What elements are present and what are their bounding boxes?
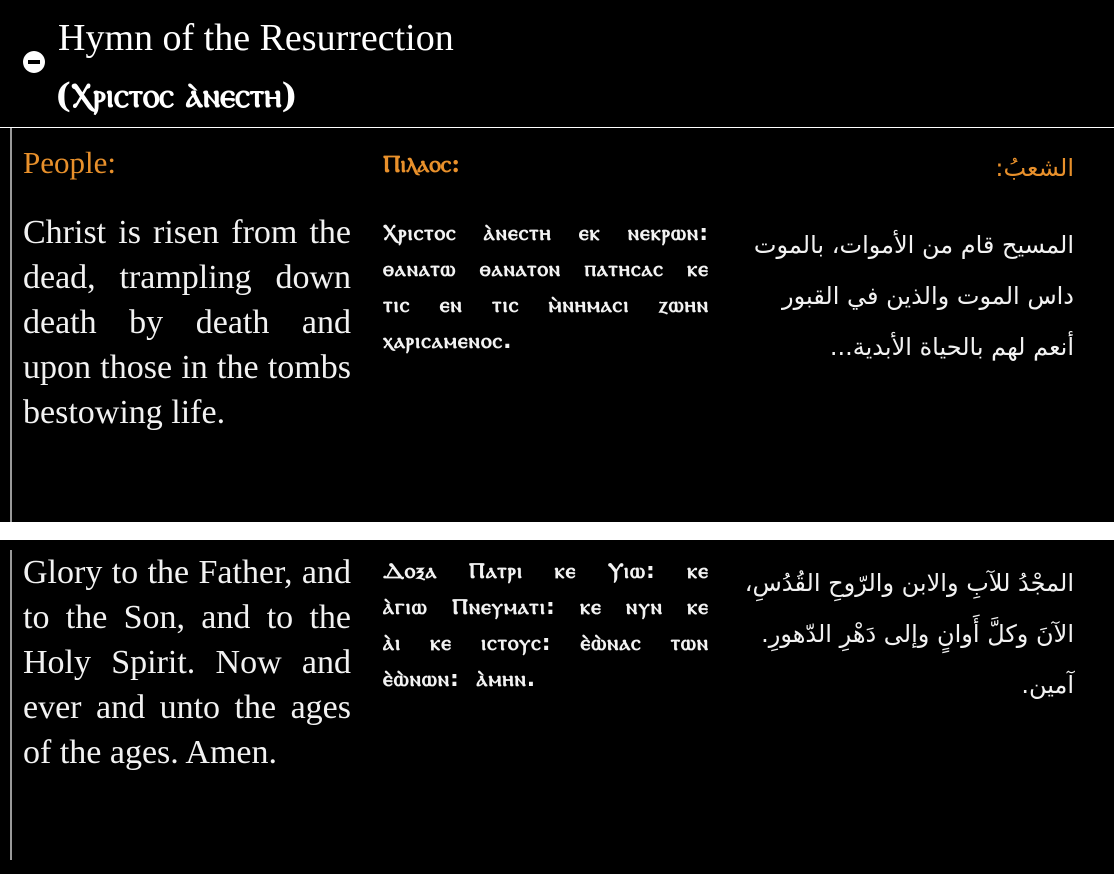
verse-block	[0, 540, 1114, 874]
verse-text-arabic: المجْدُ للآبِ والابن والرّوحِ القُدُسِ، الآنَ وكلَّ أَوانٍ وإلى دَهْرِ الدّهورِ. آمين.	[744, 569, 1074, 699]
verse-block	[0, 128, 1114, 522]
speaker-label-arabic: الشعبُ:	[995, 154, 1074, 182]
speaker-label-coptic: Ⲡⲓⲗⲁⲟⲥ:	[383, 149, 461, 178]
speaker-label-english: People:	[23, 145, 116, 180]
verse-text-arabic: المسيح قام من الأموات، بالموت داس الموت والذين في القبور أنعم لهم بالحياة الأبدية...	[753, 231, 1074, 361]
verse-text-coptic: Ⲇⲟⲝⲁ Ⲡⲁⲧⲣⲓ ⲕⲉ Ⲩⲓⲱ: ⲕⲉ ⲁ̀ⲅⲓⲱ Ⲡⲛⲉⲩⲙⲁⲧⲓ: ⲕⲉ ⲛⲩⲛ ⲕⲉ ⲁ̀ⲓ ⲕⲉ ⲓⲥⲧⲟⲩⲥ: ⲉ̀ⲱ̀ⲛⲁⲥ ⲧⲱⲛ ⲉ̀ⲱ̀ⲛⲱⲛ: ⲁ̀ⲙⲏⲛ.	[383, 559, 709, 692]
left-divider	[10, 128, 12, 522]
verse-text-english: Glory to the Father, and to the Son, and to the Holy Spirit. Now and ever and unto the ages of the ages. Amen.	[23, 554, 351, 771]
hymn-header	[0, 0, 1114, 127]
hymn-subtitle-coptic: (Ⲭⲣⲓⲥⲧⲟⲥ ⲁ̀ⲛⲉⲥⲧⲏ)	[55, 76, 298, 116]
verse-text-english: Christ is risen from the dead, trampling down death by death and upon those in the tombs bestowing life.	[23, 214, 351, 431]
hymn-title: Hymn of the Resurrection	[58, 17, 454, 59]
verse-text-coptic: Ⲭⲣⲓⲥⲧⲟⲥ ⲁ̀ⲛⲉⲥⲧⲏ ⲉⲕ ⲛⲉⲕⲣⲱⲛ: ⲑⲁⲛⲁⲧⲱ ⲑⲁⲛⲁⲧⲟⲛ ⲡⲁⲧⲏⲥⲁⲥ ⲕⲉ ⲧⲓⲥ ⲉⲛ ⲧⲓⲥ ⲙ̀ⲛⲏⲙⲁⲥⲓ ⲍⲱⲏⲛ ⲭⲁⲣⲓⲥⲁⲙⲉⲛⲟⲥ.	[383, 221, 709, 354]
left-divider	[10, 550, 12, 860]
collapse-minus-icon[interactable]	[23, 51, 45, 73]
